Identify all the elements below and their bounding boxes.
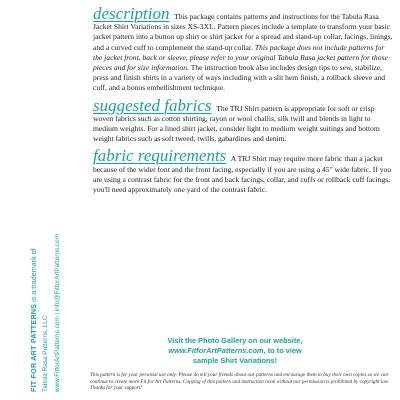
- description-paragraph: [93, 4, 395, 94]
- description-italic-note: This package does not include patterns for the jacket front, back or sleeve, please refer to your original Tabula Rasa jacket pattern for those pieces and for size information.: [93, 42, 388, 73]
- gallery-line-2: [130, 346, 340, 356]
- suggested-fabrics-heading: suggested fabrics: [93, 95, 212, 115]
- suggested-fabrics-text: The TRJ Shirt pattern is appropriate for soft or crisp woven fabrics such as cotton shirting, rayon or wool challis, silk twill and blends in light to medium weights. For a lined shirt jacket, consider light to medium weight suitings and bottom weight fabrics such as soft tweed, twills, gabardines and denim.: [93, 103, 380, 144]
- suggested-fabrics-paragraph: [93, 95, 395, 145]
- fine-print: This pattern is for your personal use only. Please do tell your friends about our patterns and encourage them to buy their own copies so we can continue to create more Fit for Art Patterns. Copying of this pattern and instruction book without our permission is prohibited by copyright law. Thanks for your support!: [90, 372, 390, 391]
- fabric-requirements-paragraph: [93, 146, 395, 195]
- website-link[interactable]: www.FitforArtPatterns.com: [168, 346, 264, 355]
- gallery-line-2-rest: , to to view: [263, 346, 302, 355]
- fabric-requirements-section: [93, 146, 395, 195]
- fabric-requirements-heading: fabric requirements: [93, 146, 227, 166]
- sidebar-brand-line: [28, 62, 39, 392]
- sidebar: [28, 62, 63, 392]
- suggested-fabrics-section: [93, 95, 395, 145]
- description-text-2: The instruction book also includes design tips to sew, stabilize, press and finish shirts in a variety of ways including with a slit hem finish, a rollback sleeve and cuff, and a bonus embellishment technique.: [93, 63, 386, 93]
- brand-name: FIT FOR ART PATTERNS: [29, 303, 38, 392]
- main-content: [93, 4, 395, 201]
- description-heading: description: [93, 4, 170, 23]
- trademark-text: is a trademark of: [29, 248, 38, 302]
- gallery-line-3: sample Shirt Variations!: [192, 356, 278, 365]
- sidebar-contact: www.FitforArtPatterns.com | info@FitforArtPatterns.com: [54, 233, 61, 392]
- gallery-line-1: Visit the Photo Gallery on our website,: [167, 336, 303, 345]
- fabric-requirements-text: A TRJ Shirt may require more fabric than a jacket because of the wider font and the front facing, especially if you are using a 45" wide fabric. If you are using a contrast fabric for the front and back facings, collar, and cuffs or rollback cuff facings, you'll need approximately one yard of the contrast fabric.: [93, 154, 392, 195]
- sidebar-company: Tabula Rasa Patterns, LLC: [42, 315, 49, 392]
- photo-gallery-callout: [130, 336, 340, 366]
- description-section: [93, 4, 395, 94]
- description-text-1: This package contains patterns and instructions for the Tabula Rasa Jacket Shirt Variations in sizes XS-3XL. Pattern pieces include a template to transform your basic jacket pattern into a button up shirt or shirt jacket for a spread and stand-up collar, facings, linings, and a curved cuff to complement the stand-up collar.: [93, 12, 393, 52]
